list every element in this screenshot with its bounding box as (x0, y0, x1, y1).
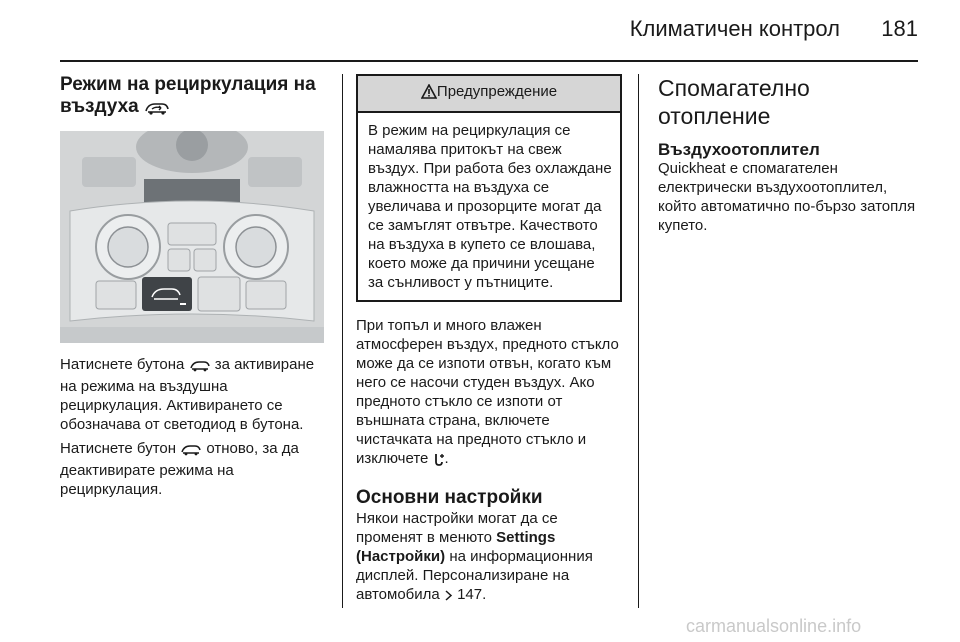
column-3 (658, 74, 920, 235)
auxiliary-heating-heading: Спомагателно отопление (658, 75, 810, 129)
warning-triangle-icon (421, 84, 437, 104)
climate-control-panel-photo (60, 131, 324, 343)
settings-text-a: Някои настройки могат да се променят в менюто (356, 510, 558, 546)
page-number: 181 (881, 16, 918, 41)
p1-text-a: Натиснете бутона (60, 356, 185, 373)
paragraph-press-button (60, 355, 330, 434)
settings-text-b: на информационния дисплей. Персонализиране на автомобила (356, 548, 593, 603)
header-rule (60, 60, 918, 62)
section-heading-recirculation (60, 74, 330, 121)
column-divider-1 (342, 74, 343, 608)
p2-text-a: Натиснете бутон (60, 440, 177, 457)
column-1 (60, 74, 330, 499)
recirculation-icon (189, 358, 211, 377)
paragraph-settings (356, 509, 622, 607)
paragraph-quickheat: Quickheat е спомагателен електрически въздухоотоплител, който автоматично по-бързо затопля купето. (658, 160, 916, 234)
warning-title: Предупреждение (436, 83, 558, 100)
recirculation-icon (144, 99, 170, 121)
fogging-text-b: . (444, 450, 449, 467)
paragraph-press-again (60, 439, 330, 499)
paragraph-fogging (356, 316, 622, 471)
settings-menu-name: Settings (Настройки) (356, 529, 556, 565)
p2-text-b: отново, за да деактивирате режима на рециркулация. (60, 440, 299, 498)
warning-box (356, 74, 622, 302)
warning-text: В режим на рециркулация се намалява притокът на свеж въздух. При работа без охлаждане влажността на въздуха се увеличава и прозорците могат да се замъглят отвътре. Качеството на въздуха в купето се влошава, което може да причини усещане за сънливост у пътниците. (368, 122, 612, 291)
air-heater-subheading: Въздухоотоплител (658, 140, 820, 159)
p1-text-b: за активиране на режима на въздушна рециркулация. Активирането се обозначава от светодиод в бутона. (60, 356, 315, 433)
page-header-title: Климатичен контрол (629, 16, 840, 41)
recirculation-icon (180, 442, 202, 461)
column-divider-2 (638, 74, 639, 608)
fogging-text-a: При топъл и много влажен атмосферен въздух, предното стъкло може да се изпоти отвън, когато към него се насочи студен въздух. Ако предното стъкло се изпоти от външната страна, включете чистачката на предното стъкло и изключете (356, 317, 619, 467)
page-reference-number[interactable]: 147. (457, 586, 487, 603)
section-heading-text: Режим на рециркулация на въздуха (60, 74, 316, 117)
column-2 (356, 74, 622, 607)
watermark: carmanualsonline.info (686, 616, 862, 636)
ac-snowflake-icon (433, 452, 445, 471)
warning-header (358, 76, 620, 113)
page-reference-icon[interactable] (444, 588, 453, 607)
basic-settings-heading: Основни настройки (356, 487, 543, 508)
